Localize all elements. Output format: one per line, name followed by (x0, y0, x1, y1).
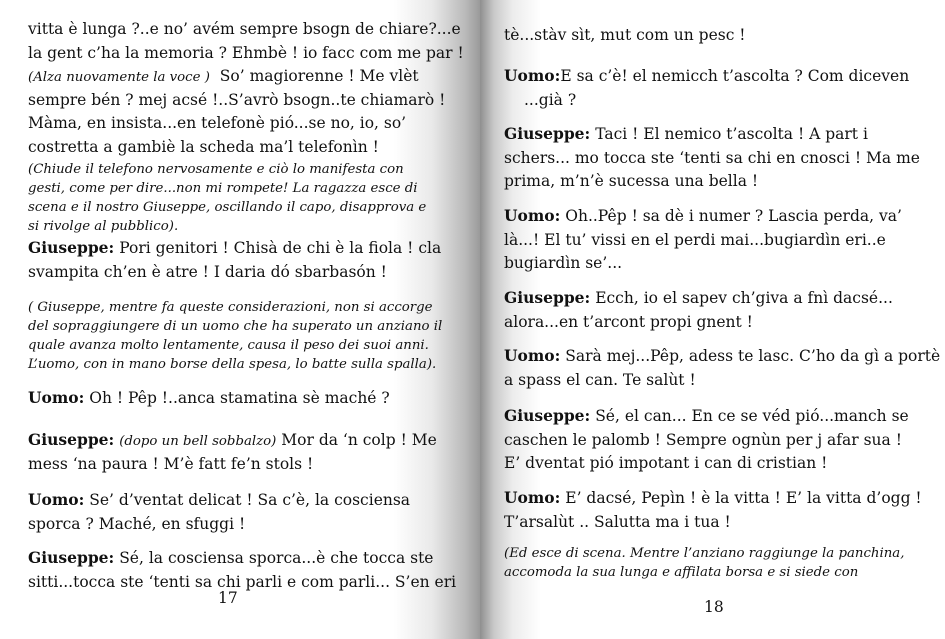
dialogue-text: Oh ! Pêp !..anca stamatina sè maché ? (89, 389, 390, 407)
speaker-name: Uomo: (28, 388, 85, 407)
text-line: Màma, en insista...en telefonè pió...se no, io, so’ (28, 114, 407, 132)
dialogue-text: Sé, la cosciensa sporca...è che tocca ste (119, 549, 434, 567)
text-line: bugiardìn se’... (504, 254, 623, 272)
paragraph (504, 24, 746, 48)
text-line: si rivolge al pubblico). (28, 219, 179, 234)
text-line (28, 386, 390, 411)
text-line: (Ed esce di scena. Mentre l’anziano raggiunge la panchina, (504, 546, 905, 561)
text-line (28, 236, 441, 261)
text-line: accomoda la sua lunga e affilata borsa e si siede con (504, 565, 859, 580)
stage-direction-block (28, 298, 442, 374)
dialogue-text: E sa c’è! el nemicch t’ascolta ? Com diceven (560, 67, 910, 85)
dialogue-giuseppe (504, 122, 920, 194)
dialogue-uomo (504, 344, 940, 392)
stage-direction-block (504, 544, 904, 582)
text-line: mess ‘na paura ! M’è fatt fe’n stols ! (28, 454, 314, 473)
dialogue-text: Taci ! El nemico t’ascolta ! A part i (595, 125, 868, 143)
text-line (504, 486, 922, 511)
dialogue-uomo (504, 64, 909, 112)
speaker-name: Giuseppe: (504, 288, 591, 307)
dialogue-giuseppe (28, 236, 441, 284)
speaker-name: Uomo: (504, 206, 561, 225)
text-line: gesti, come per dire...non mi rompete! La ragazza esce di (28, 181, 418, 196)
text-line (504, 344, 940, 369)
text-line: tè...stàv sìt, mut com un pesc ! (504, 26, 746, 44)
stage-direction-block (28, 160, 426, 236)
text-line (28, 428, 437, 453)
dialogue-uomo (28, 488, 410, 536)
text-line: la gent c’ha la memoria ? Ehmbè ! io facc com me par ! (28, 43, 464, 62)
speaker-name: Uomo: (504, 66, 561, 85)
text-line: caschen le palomb ! Sempre ognùn per j afar sua ! (504, 430, 902, 449)
dialogue-giuseppe (28, 546, 456, 594)
dialogue-giuseppe (504, 404, 909, 476)
text-line: schers... mo tocca ste ‘tenti sa chi en cnosci ! Ma me (504, 148, 920, 167)
speaker-name: Giuseppe: (28, 548, 115, 567)
speaker-name: Uomo: (504, 488, 561, 507)
text-line (504, 286, 893, 311)
text-line (28, 488, 410, 513)
text-line: quale avanza molto lentamente, causa il peso dei suoi anni. (28, 338, 429, 353)
text-line (28, 65, 464, 89)
dialogue-giuseppe (28, 428, 437, 476)
speaker-name: Uomo: (504, 346, 561, 365)
text-line: (Chiude il telefono nervosamente e ciò lo manifesta con (28, 162, 404, 177)
dialogue-text: Mor da ‘n colp ! Me (281, 431, 437, 449)
text-line: sempre bén ? mej acsé !..S’avrò bsogn..te chiamarò ! (28, 90, 446, 109)
text-line: sporca ? Maché, en sfuggi ! (28, 514, 246, 533)
text-line (504, 204, 902, 229)
text-line (504, 404, 909, 429)
text-line: prima, m’n’è sucessa una bella ! (504, 172, 759, 190)
dialogue-giuseppe (504, 286, 893, 334)
dialogue-text: Oh..Pêp ! sa dè i numer ? Lascia perda, va’ (565, 207, 902, 225)
right-page (480, 0, 945, 639)
text-line: L’uomo, con in mano borse della spesa, lo batte sulla spalla). (28, 357, 437, 372)
dialogue-text: Se’ d’ventat delicat ! Sa c’è, la cosciensa (89, 491, 411, 509)
page-number: 18 (704, 598, 724, 616)
dialogue-uomo (504, 204, 902, 276)
dialogue-text: E’ dacsé, Pepìn ! è la vitta ! E’ la vitta d’ogg ! (565, 489, 922, 507)
speaker-name: Giuseppe: (504, 124, 591, 143)
speaker-name: Uomo: (28, 490, 85, 509)
text-line: vitta è lunga ?..e no’ avém sempre bsogn de chiare?...e (28, 20, 461, 38)
dialogue-text: Ecch, io el sapev ch’giva a fnì dacsé... (595, 289, 893, 307)
stage-direction: (dopo un bell sobbalzo) (119, 434, 277, 449)
text-line: alora...en t’arcont propi gnent ! (504, 312, 753, 331)
text-line: T’arsalùt .. Salutta ma i tua ! (504, 512, 731, 531)
speaker-name: Giuseppe: (504, 406, 591, 425)
text-line: del sopraggiungere di un uomo che ha superato un anziano il (28, 319, 443, 334)
dialogue-uomo (28, 386, 390, 411)
text-line: ( Giuseppe, mentre fa queste considerazioni, non si accorge (28, 300, 433, 315)
text-line: ...già ? (524, 90, 577, 109)
text-line: scena e il nostro Giuseppe, oscillando il capo, disapprova e (28, 200, 427, 215)
text-line (504, 64, 909, 89)
dialogue-uomo (504, 486, 922, 534)
text-line: sitti...tocca ste ‘tenti sa chi parli e com parli... S’en eri (28, 572, 457, 591)
page-number: 17 (218, 589, 238, 607)
stage-direction: (Alza nuovamente la voce ) (28, 70, 210, 85)
text-line (28, 546, 456, 571)
text-line: E’ dventat pió impotant i can di cristian ! (504, 454, 828, 472)
dialogue-text: So’ magiorenne ! Me vlèt (219, 67, 419, 85)
paragraph (28, 18, 464, 159)
dialogue-text: Pori genitori ! Chisà de chi è la fiola ! cla (119, 239, 442, 257)
speaker-name: Giuseppe: (28, 430, 115, 449)
text-line: svampita ch’en è atre ! I daria dó sbarbasón ! (28, 262, 387, 281)
dialogue-text: Sé, el can... En ce se véd pió...manch se (595, 407, 909, 425)
text-line (504, 122, 920, 147)
text-line: costretta a gambiè la scheda ma’l telefonìn ! (28, 137, 379, 156)
speaker-name: Giuseppe: (28, 238, 115, 257)
dialogue-text: Sarà mej...Pêp, adess te lasc. C’ho da gì a portè (565, 347, 941, 365)
text-line: a spass el can. Te salùt ! (504, 370, 696, 389)
text-line: là...! El tu’ vissi en el perdi mai...bugiardìn eri..e (504, 230, 886, 249)
